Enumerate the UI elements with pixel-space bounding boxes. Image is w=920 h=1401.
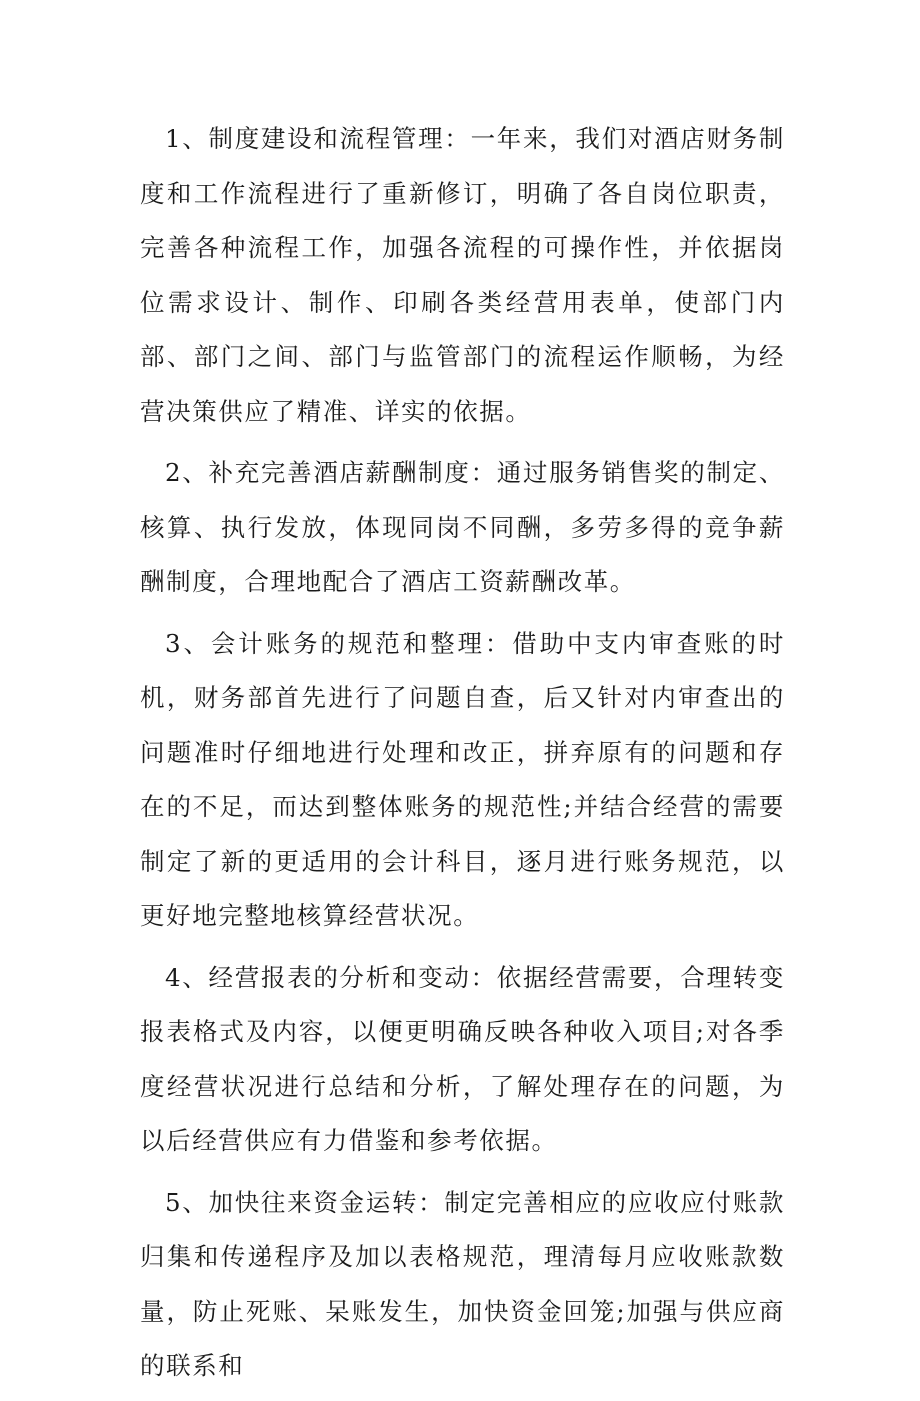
paragraph-1: 1、制度建设和流程管理：一年来，我们对酒店财务制度和工作流程进行了重新修订，明确了各自岗位职责，完善各种流程工作，加强各流程的可操作性，并依据岗位需求设计、制作、印刷各类经营用表单，使部门内部、部门之间、部门与监管部门的流程运作顺畅，为经营决策供应了精准、详实的依据。 — [140, 124, 785, 426]
paragraph-5: 5、加快往来资金运转：制定完善相应的应收应付账款归集和传递程序及加以表格规范，理清每月应收账款数量，防止死账、呆账发生，加快资金回笼;加强与供应商的联系和 — [140, 1187, 785, 1380]
document-body — [140, 112, 785, 1401]
paragraph-3: 3、会计账务的规范和整理：借助中支内审查账的时机，财务部首先进行了问题自查，后又针对内审查出的问题准时仔细地进行处理和改正，拼弃原有的问题和存在的不足，而达到整体账务的规范性;并结合经营的需要制定了新的更适用的会计科目，逐月进行账务规范，以更好地完整地核算经营状况。 — [140, 628, 785, 930]
paragraph-2: 2、补充完善酒店薪酬制度：通过服务销售奖的制定、核算、执行发放，体现同岗不同酬，多劳多得的竞争薪酬制度，合理地配合了酒店工资薪酬改革。 — [140, 458, 785, 596]
paragraph-4: 4、经营报表的分析和变动：依据经营需要，合理转变报表格式及内容，以便更明确反映各种收入项目;对各季度经营状况进行总结和分析，了解处理存在的问题，为以后经营供应有力借鉴和参考依据。 — [140, 962, 785, 1155]
